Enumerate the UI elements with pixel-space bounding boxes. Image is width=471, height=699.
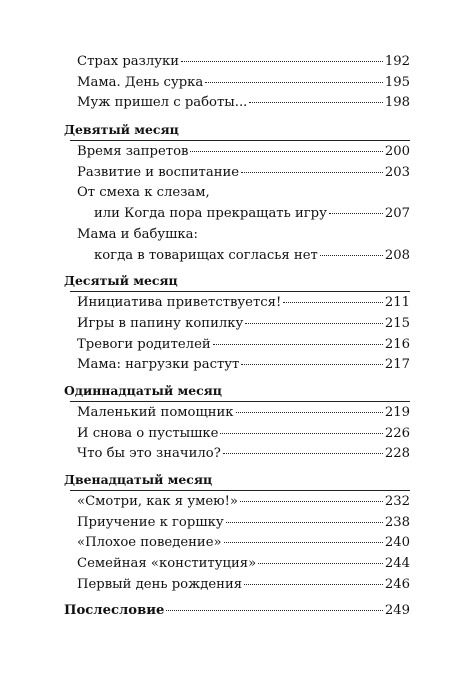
toc-entry[interactable] — [64, 142, 410, 163]
dot-leader — [213, 344, 383, 345]
section-heading[interactable] — [64, 469, 410, 490]
dot-leader — [223, 453, 383, 454]
entry-title: И снова о пустышке — [77, 425, 219, 441]
entry-title: Развитие и воспитание — [77, 164, 240, 180]
dot-leader — [258, 563, 383, 564]
toc-entry[interactable] — [64, 403, 410, 424]
dot-leader — [181, 61, 383, 62]
dot-leader — [226, 522, 383, 523]
section-title: Двенадцатый месяц — [64, 472, 213, 487]
entry-title: Приучение к горшку — [77, 514, 224, 530]
entry-title: Маленький помощник — [77, 404, 234, 420]
section-title: Девятый месяц — [64, 122, 179, 138]
page-number: 203 — [384, 164, 410, 180]
entry-title: Игры в папину копилку — [77, 315, 244, 331]
section-rule — [70, 291, 410, 292]
toc-entry-continuation[interactable] — [64, 246, 410, 267]
page-number: 211 — [384, 295, 410, 311]
page-number: 219 — [384, 404, 410, 420]
dot-leader — [224, 542, 383, 543]
page-number: 216 — [384, 336, 410, 352]
entry-title: Мама и бабушка: — [77, 226, 198, 242]
toc-entry[interactable] — [64, 335, 410, 356]
page-number: 195 — [384, 74, 410, 90]
toc-entry[interactable] — [64, 533, 410, 554]
dot-leader — [283, 302, 383, 303]
toc-entry[interactable] — [64, 163, 410, 184]
dot-leader — [249, 102, 382, 103]
entry-title: Страх разлуки — [77, 54, 179, 69]
page-number: 226 — [384, 425, 410, 441]
page-number: 198 — [384, 95, 410, 111]
dot-leader — [205, 82, 383, 83]
section-heading[interactable] — [64, 380, 410, 401]
dot-leader — [320, 255, 383, 256]
toc-entry-first-line[interactable] — [64, 183, 410, 204]
toc-entry[interactable] — [64, 355, 410, 376]
section-heading[interactable] — [64, 270, 410, 291]
page-number: 249 — [384, 603, 410, 619]
entry-title: Первый день рождения — [77, 576, 243, 592]
entry-title: Время запретов — [77, 144, 189, 160]
page-number: 207 — [384, 206, 410, 222]
toc-entry[interactable] — [64, 492, 410, 513]
entry-title: Что бы это значило? — [77, 446, 221, 462]
section-rule — [70, 490, 410, 491]
entry-title: Мама: нагрузки растут — [77, 357, 240, 373]
toc-entry[interactable] — [64, 554, 410, 575]
page-number: 244 — [384, 556, 410, 572]
toc-entry[interactable] — [64, 52, 410, 73]
page-number: 192 — [384, 54, 410, 69]
page-number: 228 — [384, 446, 410, 462]
dot-leader — [241, 364, 382, 365]
entry-title: Тревоги родителей — [77, 336, 211, 352]
dot-leader — [240, 501, 383, 502]
page-number: 215 — [384, 315, 410, 331]
section-rule — [70, 401, 410, 402]
page-number: 246 — [384, 576, 410, 592]
entry-title: «Смотри, как я умею!» — [77, 494, 238, 509]
toc-entry[interactable] — [64, 73, 410, 94]
entry-title: Мама. День сурка — [77, 74, 204, 90]
entry-title: От смеха к слезам, — [77, 185, 210, 201]
entry-title: Муж пришел с работы... — [77, 95, 248, 111]
entry-subtitle: или Когда пора прекращать игру — [94, 206, 327, 222]
section-title: Десятый месяц — [64, 273, 178, 289]
afterword-entry[interactable] — [64, 601, 410, 622]
dot-leader — [241, 172, 383, 173]
page-number: 240 — [384, 535, 410, 551]
toc-entry[interactable] — [64, 293, 410, 314]
dot-leader — [166, 610, 382, 611]
dot-leader — [236, 412, 383, 413]
toc-entry-first-line[interactable] — [64, 225, 410, 246]
dot-leader — [329, 213, 383, 214]
afterword-title: Послесловие — [64, 603, 165, 619]
page-number: 208 — [384, 247, 410, 263]
dot-leader — [244, 584, 383, 585]
section-heading[interactable] — [64, 119, 410, 140]
entry-title: Инициатива приветствуется! — [77, 295, 282, 311]
page-number: 238 — [384, 514, 410, 530]
toc-entry[interactable] — [64, 513, 410, 534]
dot-leader — [245, 323, 383, 324]
toc-entry[interactable] — [64, 314, 410, 335]
dot-leader — [220, 433, 382, 434]
entry-title: Семейная «конституция» — [77, 556, 257, 572]
section-rule — [70, 140, 410, 141]
toc-entry[interactable] — [64, 424, 410, 445]
page-number: 217 — [384, 357, 410, 373]
table-of-contents — [64, 52, 410, 622]
page-number: 232 — [384, 494, 410, 509]
entry-subtitle: когда в товарищах согласья нет — [94, 247, 318, 263]
toc-entry[interactable] — [64, 575, 410, 596]
section-title: Одиннадцатый месяц — [64, 382, 222, 398]
entry-title: «Плохое поведение» — [77, 535, 222, 551]
toc-entry-continuation[interactable] — [64, 204, 410, 225]
toc-entry[interactable] — [64, 93, 410, 114]
dot-leader — [190, 151, 382, 152]
toc-entry[interactable] — [64, 444, 410, 465]
page-number: 200 — [384, 144, 410, 160]
